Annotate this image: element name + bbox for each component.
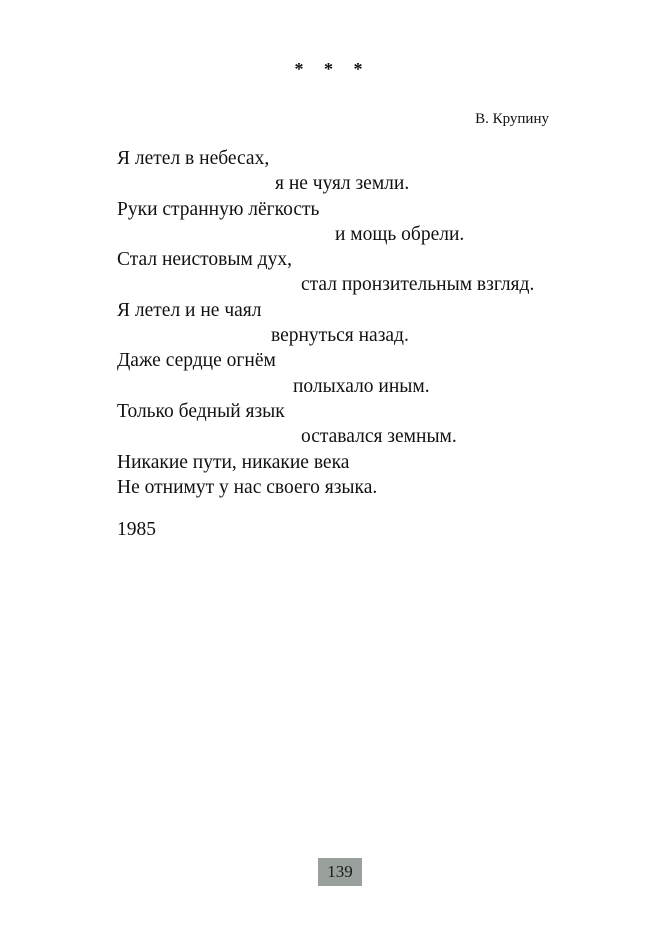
poem-line: Даже сердце огнём <box>117 350 276 372</box>
poem-line: Я летел и не чаял <box>117 299 262 321</box>
poem-line: оставался земным. <box>301 426 457 448</box>
poem-line: Стал неистовым дух, <box>117 249 292 271</box>
poem-line: Я летел в небесах, <box>117 148 270 169</box>
page-number: 139 <box>327 862 353 881</box>
poem-line: Не отнимут у нас своего языка. <box>117 476 378 498</box>
poem-line: я не чуял земли. <box>275 173 410 195</box>
poem-line: стал пронзительным взгляд. <box>301 274 535 296</box>
dedication: В. Крупину <box>475 111 549 127</box>
poem-line: Руки странную лёгкость <box>117 198 320 220</box>
poem-body <box>117 146 577 500</box>
page-number-badge <box>318 858 362 886</box>
poem-line: Только бедный язык <box>117 400 285 422</box>
poem-year: 1985 <box>117 519 156 540</box>
poem-line: Никакие пути, никакие века <box>117 451 350 473</box>
poem-line: полыхало иным. <box>293 375 430 397</box>
asterism-divider: * * * <box>294 59 371 79</box>
poem-line: и мощь обрели. <box>335 223 465 245</box>
poem-line: вернуться назад. <box>271 325 409 347</box>
